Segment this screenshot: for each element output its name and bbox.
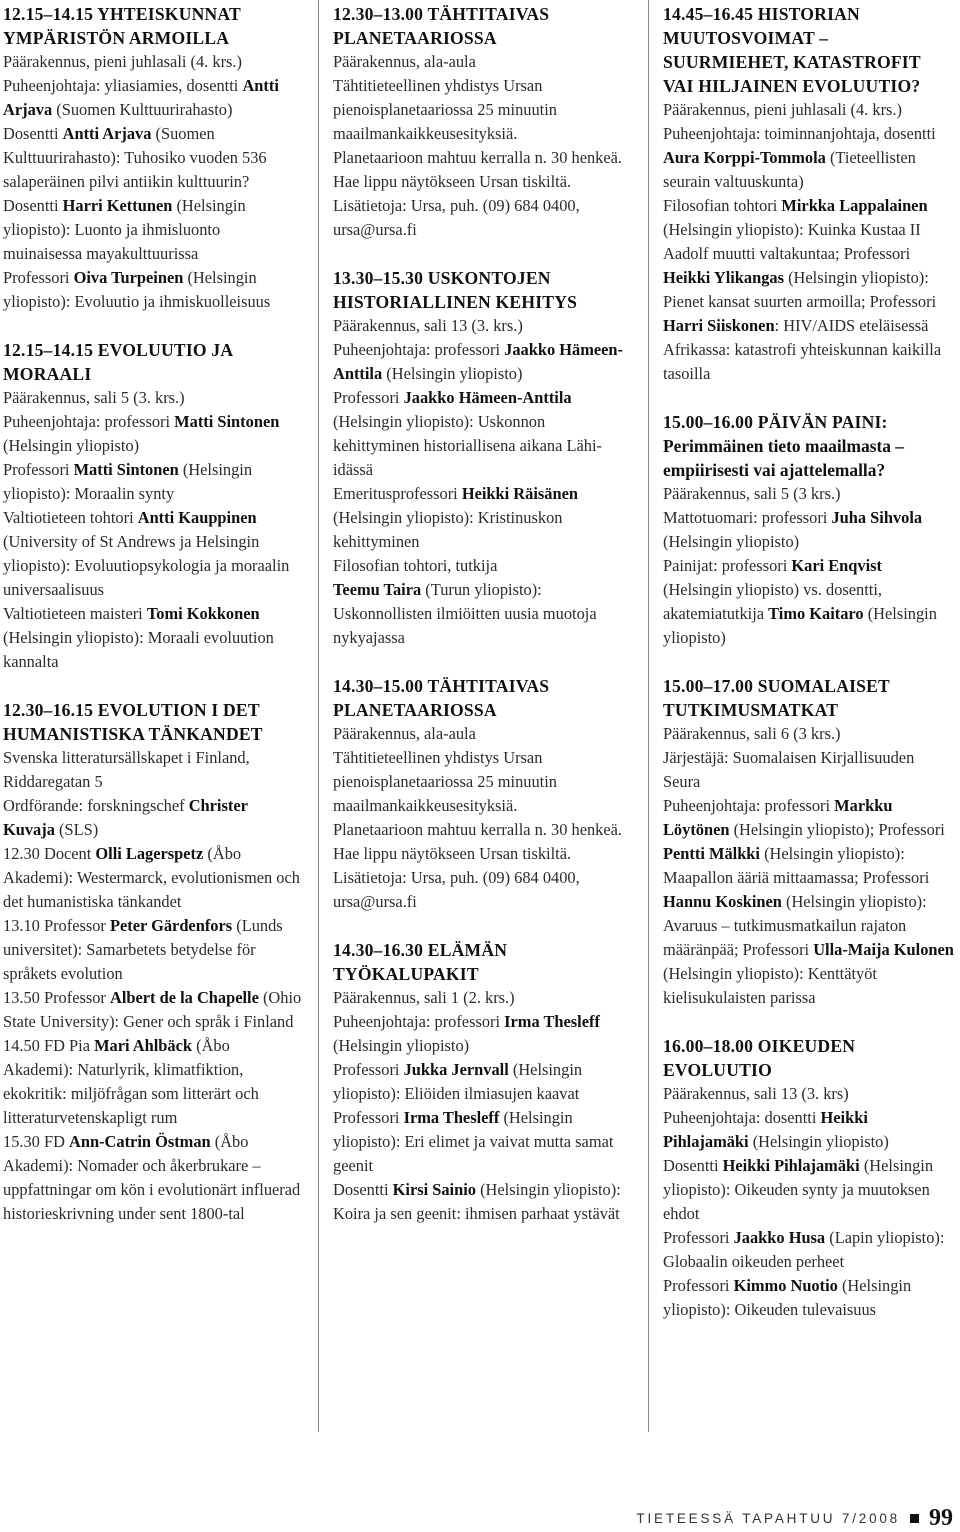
session-text: (Helsingin yliopisto): Kuinka Kustaa II Aadolf muutti valtakuntaa; Professori bbox=[663, 220, 921, 263]
speaker-name: Heikki Räisänen bbox=[461, 484, 578, 503]
speaker-name: Jaakko Hämeen-Anttila bbox=[333, 340, 623, 383]
session-text: (Helsingin yliopisto) bbox=[748, 1132, 889, 1151]
speaker-name: Timo Kaitaro bbox=[768, 604, 864, 623]
session-text: Päärakennus, ala-aula bbox=[333, 724, 476, 743]
session-line bbox=[663, 98, 955, 122]
session-text: (Helsingin yliopisto): Moraalin synty bbox=[3, 460, 253, 503]
session-heading: 13.30–15.30 USKONTOJEN HISTORIALLINEN KEHITYS bbox=[333, 268, 578, 312]
program-column-3 bbox=[663, 2, 955, 1346]
session-heading: 12.30–13.00 TÄHTITAIVAS PLANETAARIOSSA bbox=[333, 4, 550, 48]
speaker-name: Irma Thesleff bbox=[504, 1012, 600, 1031]
speaker-name: Matti Sintonen bbox=[73, 460, 179, 479]
speaker-name: Antti Arjava bbox=[62, 124, 152, 143]
session-text: Planetaarioon mahtuu kerralla n. 30 henkeä. Hae lippu näytökseen Ursan tiskiltä. Lisätietoja: Ursa, puh. (09) 684 0400, ursa@ursa.fi bbox=[333, 820, 623, 911]
session-line bbox=[333, 74, 633, 146]
program-session bbox=[3, 698, 303, 1226]
session-line bbox=[333, 338, 633, 386]
session-line bbox=[3, 506, 303, 602]
session-text: (Helsingin yliopisto): Pienet kansat suurten armoilla; Professori bbox=[663, 268, 937, 311]
session-text: Päärakennus, sali 13 (3. krs.) bbox=[333, 316, 523, 335]
session-text: Päärakennus, sali 5 (3 krs.) bbox=[663, 484, 841, 503]
session-text: Professori bbox=[663, 1228, 734, 1247]
session-text: Svenska litteratursällskapet i Finland, Riddaregatan 5 bbox=[3, 748, 250, 791]
session-heading: 15.00–16.00 PÄIVÄN PAINI: bbox=[663, 412, 888, 432]
session-text: Professori bbox=[333, 1108, 404, 1127]
session-text: (Lapin yliopisto): Globaalin oikeuden perheet bbox=[663, 1228, 945, 1271]
session-text: Mattotuomari: professori bbox=[663, 508, 832, 527]
session-text: Dosentti bbox=[3, 196, 63, 215]
session-text: Puheenjohtaja: professori bbox=[333, 340, 505, 359]
session-text: Ordförande: forskningschef bbox=[3, 796, 189, 815]
speaker-name: Kari Enqvist bbox=[791, 556, 882, 575]
session-line bbox=[333, 578, 633, 650]
session-text: Dosentti bbox=[663, 1156, 723, 1175]
session-heading: 12.15–14.15 EVOLUUTIO JA MORAALI bbox=[3, 340, 233, 384]
speaker-name: Matti Sintonen bbox=[174, 412, 280, 431]
session-text: Professori bbox=[333, 1060, 404, 1079]
session-heading: 12.30–16.15 EVOLUTION I DET HUMANISTISKA TÄNKANDET bbox=[3, 700, 263, 744]
session-text: (Ohio State University): Gener och språk i Finland bbox=[3, 988, 302, 1031]
speaker-name: Jaakko Husa bbox=[733, 1228, 826, 1247]
speaker-name: Albert de la Chapelle bbox=[110, 988, 259, 1007]
speaker-name: Jaakko Hämeen-Anttila bbox=[403, 388, 572, 407]
session-text: 14.50 FD Pia bbox=[3, 1036, 95, 1055]
speaker-name: Juha Sihvola bbox=[831, 508, 923, 527]
speaker-name: Aura Korppi-Tommola bbox=[663, 148, 826, 167]
session-text: Emeritusprofessori bbox=[333, 484, 462, 503]
page-footer bbox=[636, 1505, 953, 1531]
session-text: (Helsingin yliopisto): Eri elimet ja vaivat mutta samat geenit bbox=[333, 1108, 614, 1175]
session-line bbox=[333, 722, 633, 746]
session-line bbox=[333, 482, 633, 554]
session-line bbox=[3, 842, 303, 914]
speaker-name: Olli Lagerspetz bbox=[95, 844, 204, 863]
session-text: (Helsingin yliopisto): Eliöiden ilmiasujen kaavat bbox=[333, 1060, 583, 1103]
session-text: (Åbo Akademi): Nomader och åkerbrukare – uppfattningar om kön i evolutionärt influerad historieskrivning under sent 1800-tal bbox=[3, 1132, 301, 1223]
session-heading: 12.15–14.15 YHTEISKUNNAT YMPÄRISTÖN ARMOILLA bbox=[3, 4, 241, 48]
session-text: (Helsingin yliopisto): Avaruus – tutkimusmatkailun rajaton määränpää; Professori bbox=[663, 892, 927, 959]
session-text: (Suomen Kulttuurirahasto): Tuhosiko vuoden 536 salaperäinen pilvi antiikin kulttuurin? bbox=[3, 124, 267, 191]
speaker-name: Kimmo Nuotio bbox=[733, 1276, 838, 1295]
session-text: Tähtitieteellinen yhdistys Ursan pienoisplanetaariossa 25 minuutin maailmankaikkeusesityksiä. bbox=[333, 748, 557, 815]
session-line bbox=[3, 914, 303, 986]
session-text: (Helsingin yliopisto): Oikeuden synty ja muutoksen ehdot bbox=[663, 1156, 934, 1223]
session-text: Tähtitieteellinen yhdistys Ursan pienoisplanetaariossa 25 minuutin maailmankaikkeusesityksiä. bbox=[333, 76, 557, 143]
speaker-name: Ulla-Maija Kulonen bbox=[813, 940, 954, 959]
session-heading: 14.30–16.30 ELÄMÄN TYÖKALUPAKIT bbox=[333, 940, 508, 984]
session-line bbox=[663, 1274, 955, 1322]
session-line bbox=[663, 722, 955, 746]
session-line bbox=[333, 986, 633, 1010]
speaker-name: Markku Löytönen bbox=[663, 796, 893, 839]
session-text: Puheenjohtaja: professori bbox=[663, 796, 835, 815]
speaker-name: Antti Kauppinen bbox=[137, 508, 257, 527]
session-text: Päärakennus, sali 1 (2. krs.) bbox=[333, 988, 515, 1007]
program-column-1 bbox=[3, 2, 303, 1250]
session-text: Professori bbox=[3, 268, 74, 287]
session-text: Valtiotieteen tohtori bbox=[3, 508, 138, 527]
session-line bbox=[663, 122, 955, 194]
program-session bbox=[663, 1034, 955, 1322]
session-heading: 15.00–17.00 SUOMALAISET TUTKIMUSMATKAT bbox=[663, 676, 890, 720]
speaker-name: Harri Siiskonen bbox=[663, 316, 775, 335]
session-line bbox=[333, 1010, 633, 1058]
session-line bbox=[663, 506, 955, 554]
session-text: Painijat: professori bbox=[663, 556, 792, 575]
session-line bbox=[3, 1130, 303, 1226]
session-text: Dosentti bbox=[333, 1180, 393, 1199]
session-text: Järjestäjä: Suomalaisen Kirjallisuuden Seura bbox=[663, 748, 915, 791]
program-session bbox=[663, 410, 955, 650]
session-line bbox=[333, 386, 633, 482]
session-text: (Åbo Akademi): Naturlyrik, klimatfiktion, ekokritik: miljöfrågan som litterärt och litteraturvetenskapligt rum bbox=[3, 1036, 259, 1127]
session-line bbox=[333, 1178, 633, 1226]
session-text: Puheenjohtaja: toiminnanjohtaja, dosentti bbox=[663, 124, 936, 143]
footer-square-icon bbox=[910, 1514, 919, 1523]
session-text: Professori bbox=[333, 388, 404, 407]
session-text: (Helsingin yliopisto): Kenttätyöt kielisukulaisten parissa bbox=[663, 964, 877, 1007]
session-text: (Helsingin yliopisto) bbox=[663, 532, 800, 551]
session-text: Päärakennus, sali 13 (3. krs) bbox=[663, 1084, 849, 1103]
speaker-name: Tomi Kokkonen bbox=[146, 604, 260, 623]
session-line bbox=[333, 818, 633, 914]
speaker-name: Harri Kettunen bbox=[62, 196, 173, 215]
session-text: Valtiotieteen maisteri bbox=[3, 604, 147, 623]
session-text: (Lunds universitet): Samarbetets betydelse för språkets evolution bbox=[3, 916, 283, 983]
page-number: 99 bbox=[929, 1504, 953, 1531]
session-text: (Helsingin yliopisto): Oikeuden tulevaisuus bbox=[663, 1276, 912, 1319]
session-line bbox=[3, 458, 303, 506]
session-heading: 14.45–16.45 HISTORIAN MUUTOSVOIMAT – SUURMIEHET, KATASTROFIT VAI HILJAINEN EVOLUUTIO? bbox=[663, 4, 921, 96]
speaker-name: Peter Gärdenfors bbox=[110, 916, 233, 935]
speaker-name: Jukka Jernvall bbox=[403, 1060, 509, 1079]
session-line bbox=[663, 746, 955, 794]
session-text: (Suomen Kulttuurirahasto) bbox=[52, 100, 233, 119]
session-heading: 16.00–18.00 OIKEUDEN EVOLUUTIO bbox=[663, 1036, 856, 1080]
session-line bbox=[3, 746, 303, 794]
speaker-name: Teemu Taira bbox=[333, 580, 422, 599]
session-text: Professori bbox=[3, 460, 74, 479]
speaker-name: Irma Thesleff bbox=[403, 1108, 500, 1127]
program-column-2 bbox=[333, 2, 633, 1250]
session-text: Professori bbox=[663, 1276, 734, 1295]
session-line bbox=[3, 1034, 303, 1130]
session-line bbox=[333, 1106, 633, 1178]
session-text: (Tieteellisten seurain valtuuskunta) bbox=[663, 148, 916, 191]
session-line bbox=[333, 314, 633, 338]
session-line bbox=[3, 986, 303, 1034]
session-text: Filosofian tohtori bbox=[663, 196, 782, 215]
speaker-name: Christer Kuvaja bbox=[3, 796, 248, 839]
program-session bbox=[663, 674, 955, 1010]
session-text: (SLS) bbox=[54, 820, 99, 839]
session-line bbox=[3, 602, 303, 674]
session-text: (Åbo Akademi): Westermarck, evolutionismen och det humanistiska tänkandet bbox=[3, 844, 300, 911]
speaker-name: Mirkka Lappalainen bbox=[781, 196, 928, 215]
speaker-name: Pentti Mälkki bbox=[663, 844, 760, 863]
session-text: Päärakennus, ala-aula bbox=[333, 52, 476, 71]
session-text: 15.30 FD bbox=[3, 1132, 70, 1151]
session-line bbox=[333, 146, 633, 194]
session-text: (Helsingin yliopisto): Kristinuskon kehittyminen bbox=[333, 508, 563, 551]
session-text: Lisätietoja: Ursa, puh. (09) 684 0400, ursa@ursa.fi bbox=[333, 196, 580, 239]
session-text: 13.50 Professor bbox=[3, 988, 110, 1007]
session-subheading: Perimmäinen tieto maailmasta – empiirisesti vai ajattelemalla? bbox=[663, 436, 904, 480]
session-text: (Helsingin yliopisto) vs. dosentti, akatemiatutkija bbox=[663, 580, 882, 623]
session-text: : HIV/AIDS eteläisessä Afrikassa: katastrofi yhteiskunnan kaikilla tasoilla bbox=[663, 316, 942, 383]
session-text: (University of St Andrews ja Helsingin yliopisto): Evoluutiopsykologia ja moraalin universaalisuus bbox=[3, 532, 290, 599]
session-text: (Helsingin yliopisto): Luonto ja ihmisluonto muinaisessa mayakulttuurissa bbox=[3, 196, 246, 263]
speaker-name: Heikki Pihlajamäki bbox=[663, 1108, 868, 1151]
session-text: (Helsingin yliopisto) bbox=[3, 436, 140, 455]
session-line bbox=[3, 194, 303, 266]
session-text: 12.30 Docent bbox=[3, 844, 96, 863]
session-text: Puheenjohtaja: dosentti bbox=[663, 1108, 821, 1127]
speaker-name: Kirsi Sainio bbox=[392, 1180, 476, 1199]
column-divider bbox=[318, 0, 319, 1432]
program-session bbox=[333, 938, 633, 1226]
session-text: (Helsingin yliopisto): Evoluutio ja ihmiskuolleisuus bbox=[3, 268, 271, 311]
session-line bbox=[3, 122, 303, 194]
session-line bbox=[663, 1226, 955, 1274]
session-line bbox=[663, 482, 955, 506]
program-session bbox=[663, 2, 955, 386]
speaker-name: Antti Arjava bbox=[3, 76, 279, 119]
session-text: (Helsingin yliopisto) bbox=[663, 604, 937, 647]
session-text: (Helsingin yliopisto): Maapallon ääriä mittaamassa; Professori bbox=[663, 844, 930, 887]
session-text: Dosentti bbox=[3, 124, 63, 143]
session-line bbox=[3, 794, 303, 842]
program-session bbox=[333, 674, 633, 914]
session-text: Filosofian tohtori, tutkija bbox=[333, 556, 498, 575]
session-line bbox=[333, 194, 633, 242]
session-text: (Helsingin yliopisto): Koira ja sen geenit: ihmisen parhaat ystävät bbox=[333, 1180, 621, 1223]
speaker-name: Heikki Ylikangas bbox=[663, 268, 784, 287]
publication-name: TIETEESSÄ TAPAHTUU 7/2008 bbox=[636, 1510, 900, 1526]
speaker-name: Hannu Koskinen bbox=[663, 892, 782, 911]
session-line bbox=[663, 1082, 955, 1106]
session-text: (Helsingin yliopisto) bbox=[382, 364, 523, 383]
session-heading: 14.30–15.00 TÄHTITAIVAS PLANETAARIOSSA bbox=[333, 676, 550, 720]
session-text: (Helsingin yliopisto): Uskonnon kehittyminen historiallisena aikana Lähi-idässä bbox=[333, 412, 602, 479]
session-text: Päärakennus, sali 6 (3 krs.) bbox=[663, 724, 841, 743]
session-text: Planetaarioon mahtuu kerralla n. 30 henkeä. Hae lippu näytökseen Ursan tiskiltä. bbox=[333, 148, 623, 191]
program-session bbox=[333, 2, 633, 242]
session-line bbox=[3, 50, 303, 74]
session-line bbox=[3, 386, 303, 410]
session-line bbox=[663, 794, 955, 1010]
session-line bbox=[3, 74, 303, 122]
session-line bbox=[3, 266, 303, 314]
session-text: Päärakennus, pieni juhlasali (4. krs.) bbox=[663, 100, 902, 119]
session-line bbox=[333, 554, 633, 578]
program-session bbox=[3, 338, 303, 674]
session-text: (Helsingin yliopisto); Professori bbox=[729, 820, 945, 839]
speaker-name: Ann-Catrin Östman bbox=[69, 1132, 211, 1151]
session-text: Puheenjohtaja: professori bbox=[3, 412, 175, 431]
session-line bbox=[663, 194, 955, 386]
speaker-name: Heikki Pihlajamäki bbox=[722, 1156, 860, 1175]
session-text: (Turun yliopisto): Uskonnollisten ilmiöitten uusia muotoja nykyajassa bbox=[333, 580, 597, 647]
session-text: (Helsingin yliopisto): Moraali evoluution kannalta bbox=[3, 628, 274, 671]
session-line bbox=[3, 410, 303, 458]
program-session bbox=[333, 266, 633, 650]
speaker-name: Oiva Turpeinen bbox=[73, 268, 184, 287]
session-line bbox=[333, 746, 633, 818]
session-text: (Helsingin yliopisto) bbox=[333, 1036, 470, 1055]
session-line bbox=[333, 50, 633, 74]
column-divider bbox=[648, 0, 649, 1432]
program-session bbox=[3, 2, 303, 314]
session-line bbox=[663, 554, 955, 650]
session-text: Päärakennus, sali 5 (3. krs.) bbox=[3, 388, 185, 407]
session-text: Puheenjohtaja: yliasiamies, dosentti bbox=[3, 76, 243, 95]
session-text: Puheenjohtaja: professori bbox=[333, 1012, 505, 1031]
session-text: Päärakennus, pieni juhlasali (4. krs.) bbox=[3, 52, 242, 71]
session-line bbox=[663, 1154, 955, 1226]
session-line bbox=[333, 1058, 633, 1106]
session-text: 13.10 Professor bbox=[3, 916, 110, 935]
session-line bbox=[663, 1106, 955, 1154]
speaker-name: Mari Ahlbäck bbox=[94, 1036, 192, 1055]
